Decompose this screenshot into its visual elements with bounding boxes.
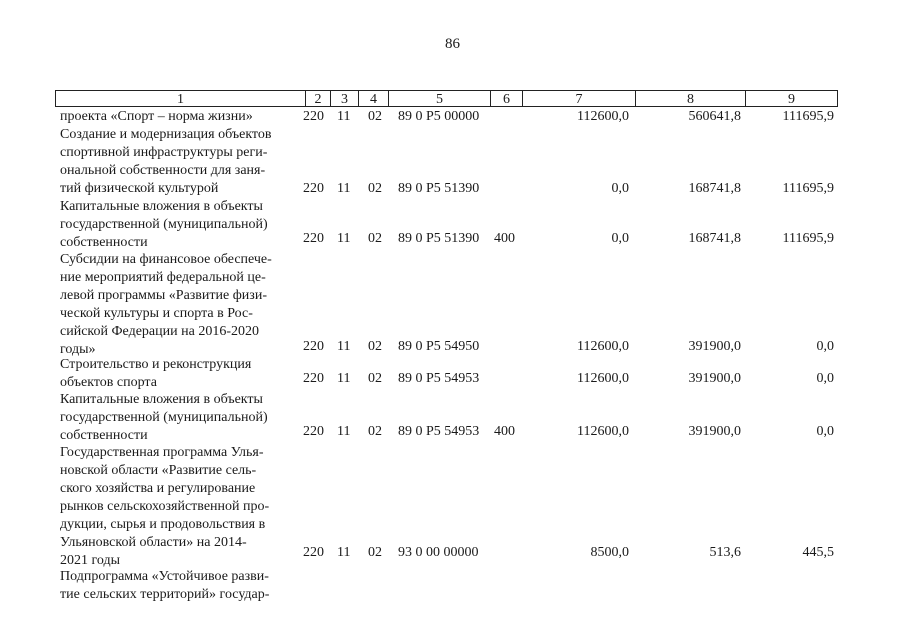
cell-col-7: 112600,0 bbox=[577, 109, 629, 124]
cell-col-5: 89 0 P5 51390 bbox=[398, 231, 480, 246]
cell-col-5: 89 0 P5 51390 bbox=[398, 181, 480, 196]
header-col-2: 2 bbox=[305, 90, 330, 107]
description-line: тие сельских территорий» государ- bbox=[60, 587, 270, 602]
header-col-8: 8 bbox=[635, 90, 745, 107]
description-line: Подпрограмма «Устойчивое разви- bbox=[60, 569, 269, 584]
row-description bbox=[60, 108, 298, 126]
header-col-1: 1 bbox=[55, 90, 305, 107]
description-line: ние мероприятий федеральной це- bbox=[60, 270, 266, 285]
description-line: проекта «Спорт – норма жизни» bbox=[60, 109, 253, 124]
cell-col-7: 0,0 bbox=[611, 231, 629, 246]
cell-col-2: 220 bbox=[303, 371, 324, 386]
description-line: левой программы «Развитие физи- bbox=[60, 288, 267, 303]
cell-col-9: 111695,9 bbox=[782, 109, 834, 124]
row-description bbox=[60, 251, 298, 359]
cell-col-5: 89 0 P5 00000 bbox=[398, 109, 480, 124]
cell-col-7: 0,0 bbox=[611, 181, 629, 196]
description-line: Капитальные вложения в объекты bbox=[60, 392, 263, 407]
description-line: объектов спорта bbox=[60, 375, 157, 390]
header-col-9: 9 bbox=[745, 90, 838, 107]
cell-col-6: 400 bbox=[494, 424, 515, 439]
cell-col-8: 513,6 bbox=[709, 545, 741, 560]
cell-col-3: 11 bbox=[337, 231, 351, 246]
cell-col-3: 11 bbox=[337, 109, 351, 124]
cell-col-5: 89 0 P5 54953 bbox=[398, 371, 480, 386]
cell-col-7: 8500,0 bbox=[590, 545, 629, 560]
header-col-4: 4 bbox=[358, 90, 388, 107]
cell-col-9: 0,0 bbox=[816, 371, 834, 386]
cell-col-4: 02 bbox=[368, 339, 382, 354]
cell-col-8: 168741,8 bbox=[688, 181, 741, 196]
cell-col-8: 391900,0 bbox=[688, 371, 741, 386]
header-col-5: 5 bbox=[388, 90, 490, 107]
cell-col-4: 02 bbox=[368, 109, 382, 124]
description-line: годы» bbox=[60, 342, 96, 357]
cell-col-2: 220 bbox=[303, 424, 324, 439]
cell-col-9: 445,5 bbox=[802, 545, 834, 560]
header-col-3: 3 bbox=[330, 90, 358, 107]
cell-col-8: 391900,0 bbox=[688, 339, 741, 354]
description-line: ональной собственности для заня- bbox=[60, 163, 266, 178]
description-line: дукции, сырья и продовольствия в bbox=[60, 517, 266, 532]
description-line: рынков сельскохозяйственной про- bbox=[60, 499, 270, 514]
description-line: собственности bbox=[60, 428, 148, 443]
cell-col-9: 0,0 bbox=[816, 339, 834, 354]
row-description bbox=[60, 126, 298, 198]
cell-col-2: 220 bbox=[303, 231, 324, 246]
cell-col-7: 112600,0 bbox=[577, 339, 629, 354]
cell-col-7: 112600,0 bbox=[577, 371, 629, 386]
row-description bbox=[60, 198, 298, 252]
description-line: государственной (муниципальной) bbox=[60, 410, 268, 425]
header-col-6: 6 bbox=[490, 90, 522, 107]
description-line: Государственная программа Улья- bbox=[60, 445, 264, 460]
description-line: ческой культуры и спорта в Рос- bbox=[60, 306, 253, 321]
description-line: Капитальные вложения в объекты bbox=[60, 199, 263, 214]
cell-col-2: 220 bbox=[303, 545, 324, 560]
cell-col-4: 02 bbox=[368, 231, 382, 246]
description-line: Создание и модернизация объектов bbox=[60, 127, 272, 142]
description-line: Ульяновской области» на 2014- bbox=[60, 535, 247, 550]
row-description bbox=[60, 391, 298, 445]
cell-col-3: 11 bbox=[337, 424, 351, 439]
description-line: государственной (муниципальной) bbox=[60, 217, 268, 232]
cell-col-2: 220 bbox=[303, 109, 324, 124]
cell-col-9: 111695,9 bbox=[782, 181, 834, 196]
row-description bbox=[60, 568, 298, 604]
row-description bbox=[60, 444, 298, 570]
cell-col-5: 93 0 00 00000 bbox=[398, 545, 479, 560]
description-line: собственности bbox=[60, 235, 148, 250]
description-line: ского хозяйства и регулирование bbox=[60, 481, 256, 496]
cell-col-9: 111695,9 bbox=[782, 231, 834, 246]
cell-col-6: 400 bbox=[494, 231, 515, 246]
cell-col-2: 220 bbox=[303, 339, 324, 354]
description-line: новской области «Развитие сель- bbox=[60, 463, 257, 478]
description-line: 2021 годы bbox=[60, 553, 121, 568]
cell-col-8: 391900,0 bbox=[688, 424, 741, 439]
description-line: Строительство и реконструкция bbox=[60, 357, 252, 372]
row-description bbox=[60, 356, 298, 392]
cell-col-8: 168741,8 bbox=[688, 231, 741, 246]
cell-col-3: 11 bbox=[337, 181, 351, 196]
description-line: сийской Федерации на 2016-2020 bbox=[60, 324, 259, 339]
cell-col-3: 11 bbox=[337, 339, 351, 354]
cell-col-3: 11 bbox=[337, 371, 351, 386]
description-line: Субсидии на финансовое обеспече- bbox=[60, 252, 272, 267]
cell-col-4: 02 bbox=[368, 181, 382, 196]
cell-col-5: 89 0 P5 54950 bbox=[398, 339, 480, 354]
cell-col-7: 112600,0 bbox=[577, 424, 629, 439]
cell-col-5: 89 0 P5 54953 bbox=[398, 424, 480, 439]
page-number: 86 bbox=[445, 36, 460, 52]
cell-col-4: 02 bbox=[368, 545, 382, 560]
cell-col-4: 02 bbox=[368, 371, 382, 386]
description-line: спортивной инфраструктуры реги- bbox=[60, 145, 268, 160]
cell-col-4: 02 bbox=[368, 424, 382, 439]
cell-col-2: 220 bbox=[303, 181, 324, 196]
description-line: тий физической культурой bbox=[60, 181, 219, 196]
cell-col-8: 560641,8 bbox=[688, 109, 741, 124]
cell-col-3: 11 bbox=[337, 545, 351, 560]
cell-col-9: 0,0 bbox=[816, 424, 834, 439]
header-col-7: 7 bbox=[522, 90, 635, 107]
